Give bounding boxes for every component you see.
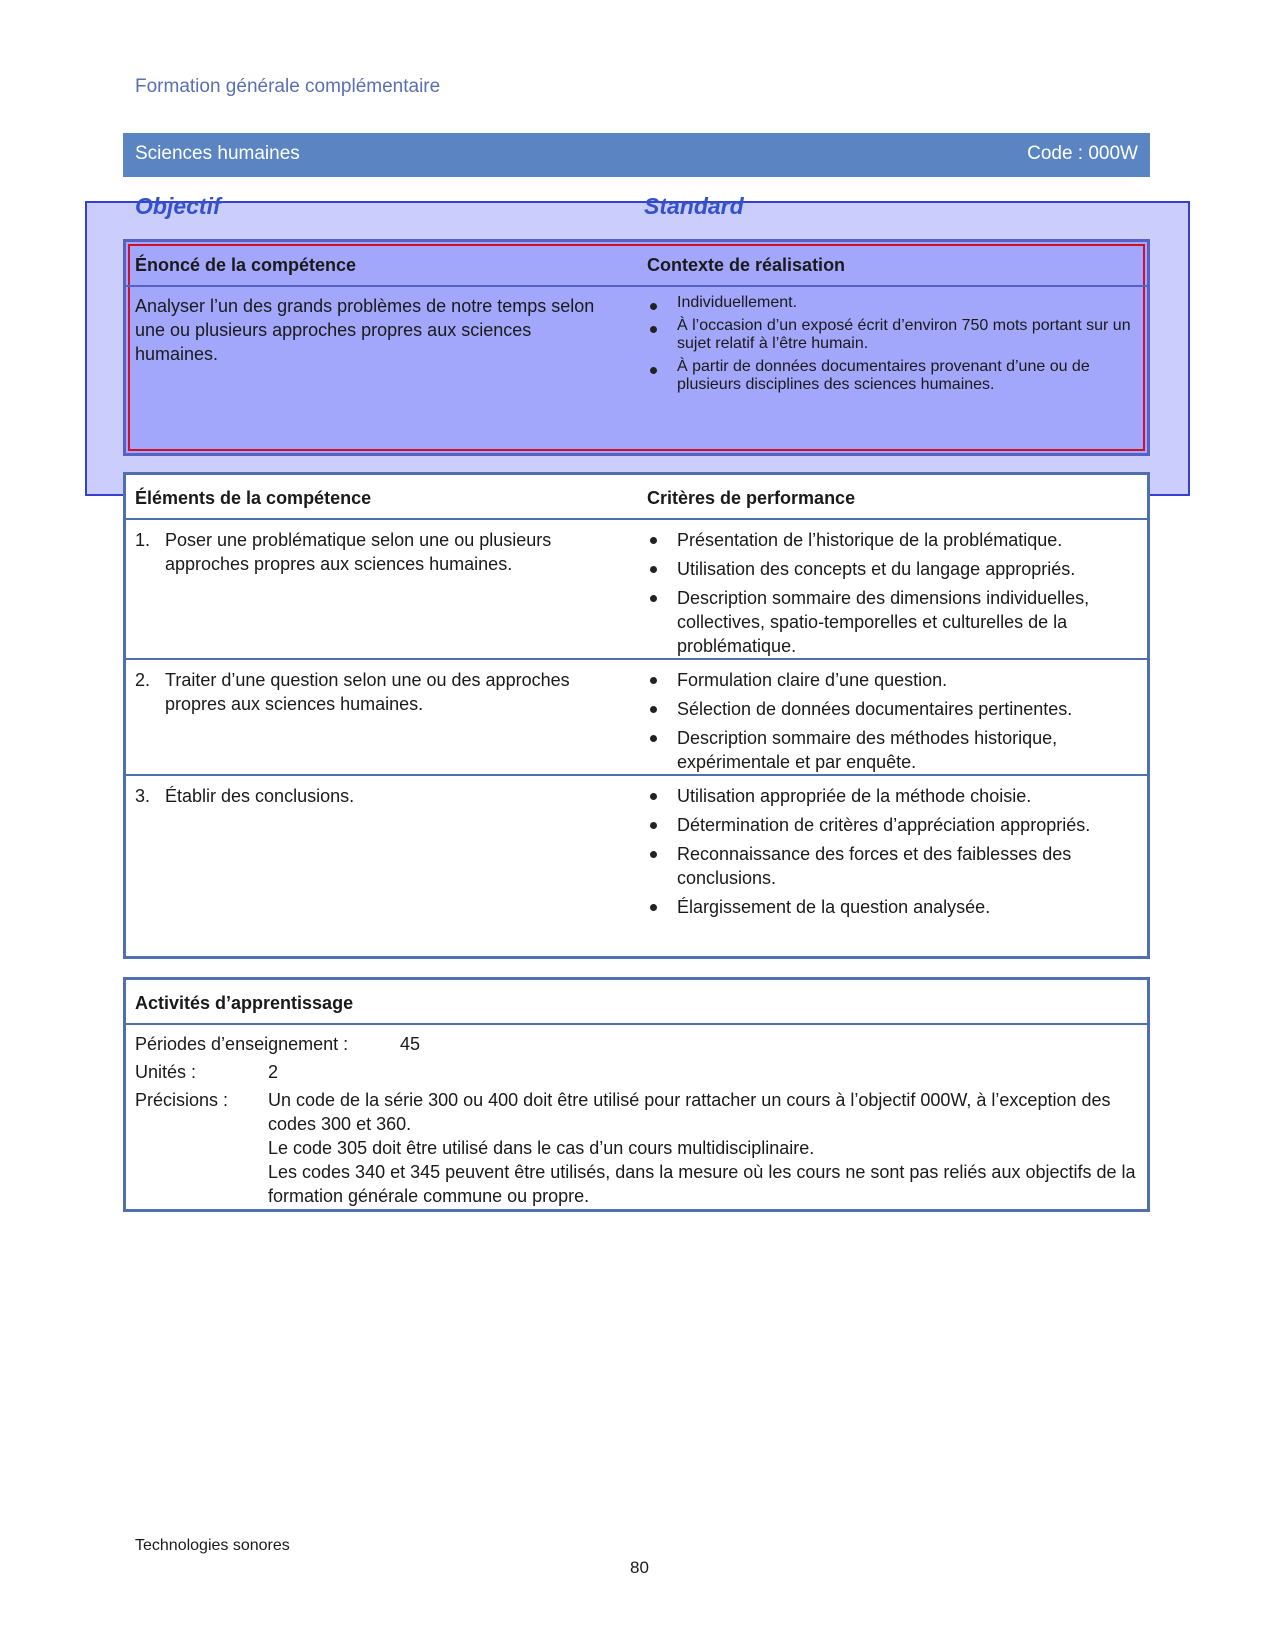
precision-paragraph: Un code de la série 300 ou 400 doit être utilisé pour rattacher un cours à l’objectif 000W, à l’exception des codes 300 et 360.	[268, 1090, 1111, 1134]
elements-box	[123, 472, 1150, 959]
table-row	[126, 776, 1147, 946]
element-number: 2.	[135, 670, 151, 690]
list-item: À l’occasion d’un exposé écrit d’environ 750 mots portant sur un sujet relatif à l’être humain.	[647, 317, 1132, 353]
periods-label: Périodes d’enseignement :	[135, 1034, 349, 1054]
objective-heading: Objectif	[135, 193, 221, 219]
activities-header	[126, 980, 1147, 1025]
page-number: 80	[630, 1558, 649, 1577]
list-item: Individuellement.	[647, 294, 1132, 312]
criteria-list	[647, 528, 1132, 663]
page-header: Formation générale complémentaire	[135, 76, 441, 97]
element-text: Poser une problématique selon une ou plusieurs approches propres aux sciences humaines.	[165, 530, 552, 574]
list-item: Utilisation des concepts et du langage appropriés.	[647, 557, 1132, 581]
competence-statement: Analyser l’un des grands problèmes de notre temps selon une ou plusieurs approches propres aux sciences humaines.	[135, 296, 595, 364]
list-item: Description sommaire des méthodes historique, expérimentale et par enquête.	[647, 726, 1132, 774]
elements-title: Éléments de la compétence	[135, 488, 372, 508]
competence-box	[123, 239, 1150, 456]
element-text: Établir des conclusions.	[165, 786, 355, 806]
table-row	[126, 520, 1147, 660]
list-item: À partir de données documentaires provenant d’une ou de plusieurs disciplines des sciences humaines.	[647, 358, 1132, 394]
context-title: Contexte de réalisation	[647, 255, 846, 275]
list-item: Utilisation appropriée de la méthode choisie.	[647, 784, 1132, 808]
activities-box	[123, 977, 1150, 1212]
list-item: Détermination de critères d’appréciation appropriés.	[647, 813, 1132, 837]
activities-title: Activités d’apprentissage	[135, 993, 354, 1013]
list-item: Formulation claire d’une question.	[647, 668, 1132, 692]
standard-heading: Standard	[644, 193, 744, 219]
units-value: 2	[268, 1062, 279, 1082]
element-number: 3.	[135, 786, 151, 806]
subject-title: Sciences humaines	[135, 143, 300, 164]
context-list	[647, 294, 1132, 399]
competence-header	[126, 242, 1147, 287]
statement-title: Énoncé de la compétence	[135, 255, 357, 275]
footer-program: Technologies sonores	[135, 1537, 290, 1554]
list-item: Sélection de données documentaires pertinentes.	[647, 697, 1132, 721]
periods-line	[135, 1032, 1135, 1060]
precision-paragraph: Les codes 340 et 345 peuvent être utilisés, dans la mesure où les cours ne sont pas reliés aux objectifs de la formation générale commune ou propre.	[268, 1162, 1136, 1206]
elements-header	[126, 475, 1147, 520]
element-number: 1.	[135, 530, 151, 550]
element-text: Traiter d’une question selon une ou des approches propres aux sciences humaines.	[165, 670, 570, 714]
criteria-list	[647, 784, 1132, 924]
criteria-list	[647, 668, 1132, 779]
units-label: Unités :	[135, 1062, 197, 1082]
criteria-title: Critères de performance	[647, 488, 856, 508]
precisions-block	[135, 1088, 1135, 1208]
list-item: Description sommaire des dimensions individuelles, collectives, spatio-temporelles et culturelles de la problématique.	[647, 586, 1132, 658]
list-item: Présentation de l’historique de la problématique.	[647, 528, 1132, 552]
precision-paragraph: Le code 305 doit être utilisé dans le cas d’un cours multidisciplinaire.	[268, 1138, 815, 1158]
units-line	[135, 1060, 1135, 1088]
precisions-text	[268, 1088, 1138, 1208]
list-item: Élargissement de la question analysée.	[647, 895, 1132, 919]
periods-value: 45	[400, 1034, 421, 1054]
list-item: Reconnaissance des forces et des faiblesses des conclusions.	[647, 842, 1132, 890]
precisions-label: Précisions :	[135, 1090, 229, 1110]
course-code: Code : 000W	[1027, 143, 1138, 164]
title-band	[123, 133, 1150, 177]
table-row	[126, 660, 1147, 776]
activities-body	[135, 1032, 1135, 1208]
